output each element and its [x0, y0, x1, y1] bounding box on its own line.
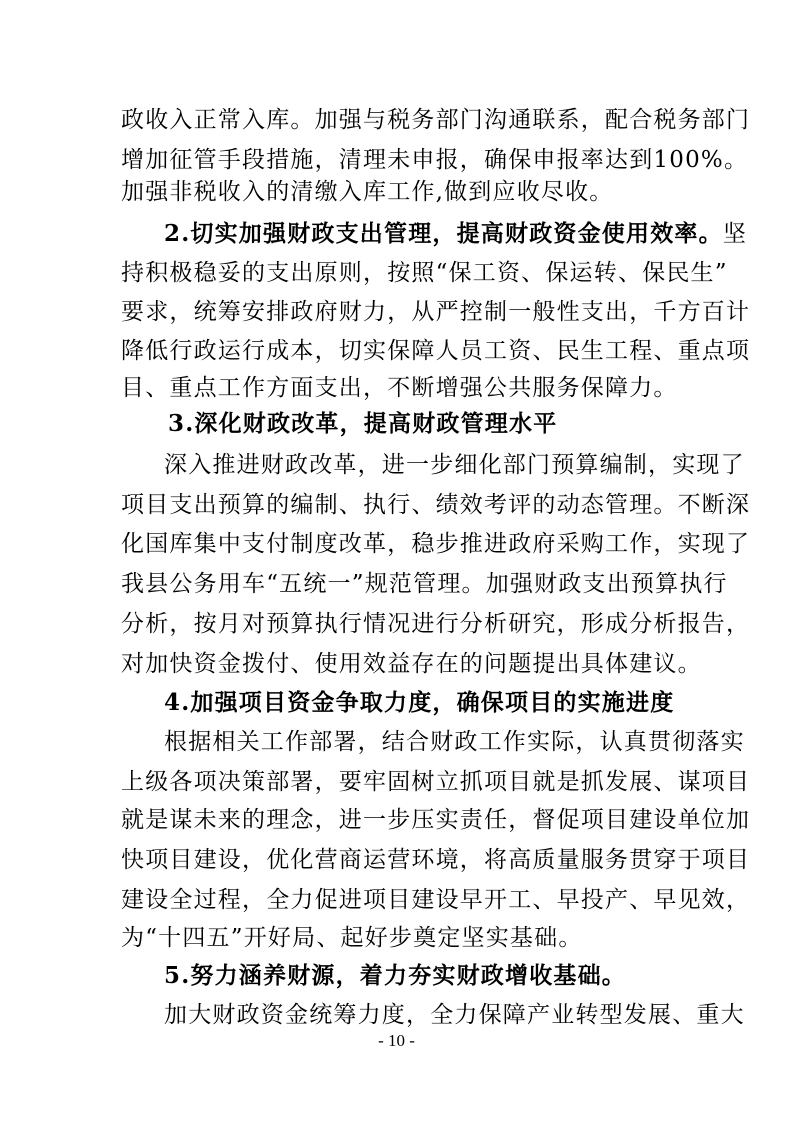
section-heading — [168, 404, 681, 444]
paragraph-line — [121, 253, 728, 293]
paragraph-line — [121, 292, 751, 332]
page-number: - 10 - — [378, 1031, 415, 1050]
paragraph-line — [121, 880, 751, 920]
line-text: 分析，按月对预算执行情况进行分析研究，形成分析报告， — [121, 611, 751, 637]
paragraph-line — [121, 485, 751, 525]
section-heading — [164, 214, 748, 254]
section-heading — [164, 683, 681, 723]
line-text: 建设全过程，全力促进项目建设早开工、早投产、早见效， — [121, 887, 751, 913]
section-heading-text: 2.切实加强财政支出管理，提高财政资金使用效率。 — [164, 220, 723, 247]
line-text: 上级各项决策部署，要牢固树立抓项目就是抓发展、谋项目 — [121, 769, 751, 795]
line-text: 为“十四五”开好局、起好步奠定坚实基础。 — [121, 925, 583, 951]
line-text: 增加征管手段措施，清理未申报，确保申报率达到100%。 — [121, 147, 749, 173]
paragraph-line — [164, 722, 745, 762]
line-text: 快项目建设，优化营商运营环境，将高质量服务贯穿于项目 — [121, 847, 751, 873]
paragraph-line — [121, 331, 751, 371]
line-text: 化国库集中支付制度改革，稳步推进政府采购工作，实现了 — [121, 531, 751, 557]
line-text: 加强非税收入的清缴入库工作,做到应收尽收。 — [121, 179, 614, 205]
paragraph-line — [121, 762, 751, 802]
section-heading-text: 3.深化财政改革，提高财政管理水平 — [168, 410, 558, 437]
line-text: 深入推进财政改革，进一步细化部门预算编制，实现了 — [164, 452, 745, 478]
line-text: 要求，统筹安排政府财力，从严控制一般性支出，千方百计 — [121, 299, 751, 325]
paragraph-line — [121, 100, 751, 140]
paragraph-line — [164, 995, 745, 1035]
line-text: 对加快资金拨付、使用效益存在的问题提出具体建议。 — [121, 651, 702, 677]
line-text: 政收入正常入库。加强与税务部门沟通联系，配合税务部门 — [121, 107, 751, 133]
paragraph-line — [164, 445, 745, 485]
line-text: 根据相关工作部署，结合财政工作实际，认真贯彻落实 — [164, 729, 745, 755]
section-heading-text: 4.加强项目资金争取力度，确保项目的实施进度 — [164, 689, 675, 716]
paragraph-line — [121, 368, 681, 408]
line-text: 坚 — [722, 221, 748, 247]
paragraph-line — [121, 800, 751, 840]
paragraph-line — [121, 644, 702, 684]
section-heading — [164, 956, 681, 996]
paragraph-line — [121, 524, 751, 564]
line-text: 目、重点工作方面支出，不断增强公共服务保障力。 — [121, 375, 678, 401]
line-text: 我县公务用车“五统一”规范管理。加强财政支出预算执行 — [121, 571, 728, 597]
paragraph-line — [121, 604, 751, 644]
section-heading-text: 5.努力涵养财源，着力夯实财政增收基础。 — [164, 962, 627, 989]
line-text: 降低行政运行成本，切实保障人员工资、民生工程、重点项 — [121, 338, 751, 364]
paragraph-line — [121, 918, 681, 958]
line-text: 就是谋未来的理念，进一步压实责任，督促项目建设单位加 — [121, 807, 751, 833]
paragraph-line — [121, 840, 751, 880]
paragraph-line — [121, 564, 728, 604]
paragraph-line — [121, 172, 681, 212]
line-text: 持积极稳妥的支出原则，按照“保工资、保运转、保民生” — [121, 260, 728, 286]
line-text: 项目支出预算的编制、执行、绩效考评的动态管理。不断深 — [121, 492, 751, 518]
line-text: 加大财政资金统筹力度，全力保障产业转型发展、重大 — [164, 1002, 745, 1028]
